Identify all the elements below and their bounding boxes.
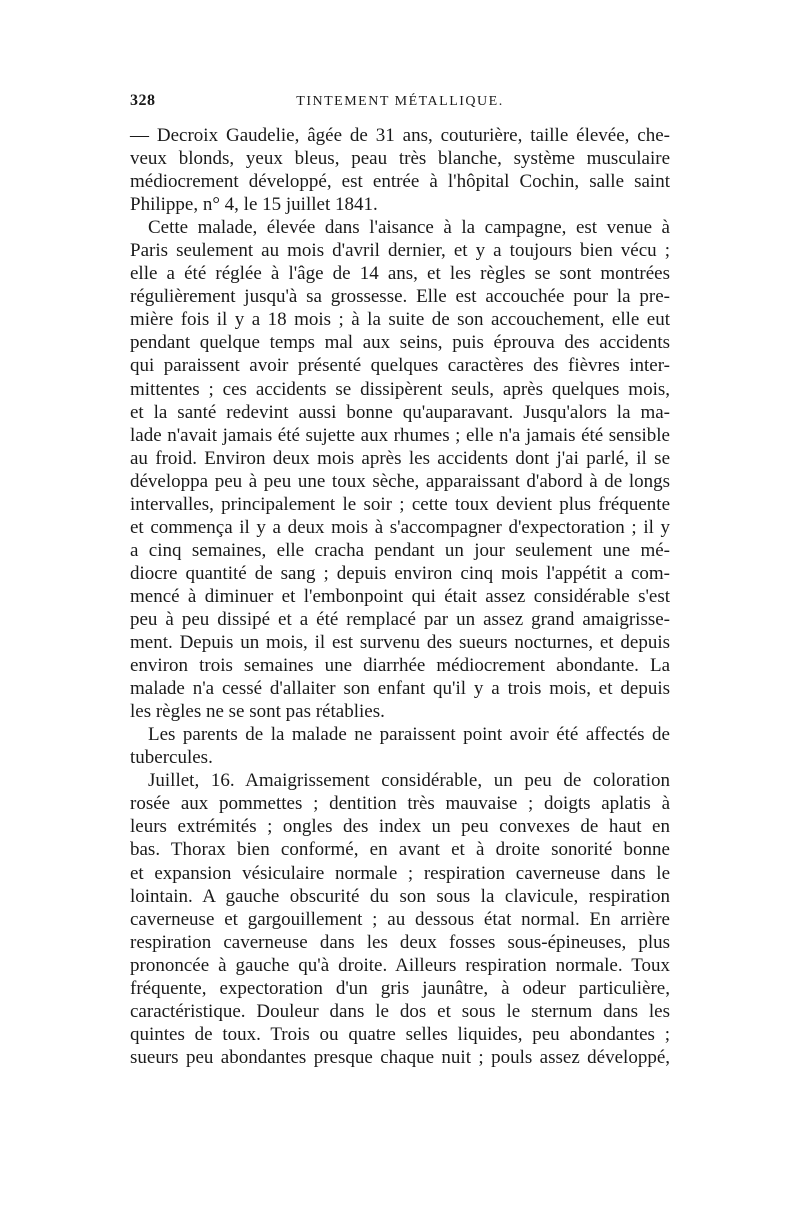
text-line: Philippe, n° 4, le 15 juillet 1841. — [130, 194, 378, 216]
text-line: a cinq semaines, elle cracha pendant un jour seulement une mé- — [130, 539, 670, 561]
text-line: elle a été réglée à l'âge de 14 ans, et les règles se sont montrées — [130, 263, 670, 285]
text-line: les règles ne se sont pas rétablies. — [130, 701, 385, 723]
text-line: et expansion vésiculaire normale ; respiration caverneuse dans le — [130, 862, 670, 884]
text-line: environ trois semaines une diarrhée médiocrement abondante. La — [130, 655, 670, 677]
text-line: mencé à diminuer et l'embonpoint qui était assez considérable s'est — [130, 585, 670, 607]
text-line: et commença il y a deux mois à s'accompagner d'expectoration ; il y — [130, 516, 670, 538]
text-line: développa peu à peu une toux sèche, apparaissant d'abord à de longs — [130, 470, 670, 492]
text-line: pendant quelque temps mal aux seins, puis éprouva des accidents — [130, 332, 670, 354]
text-line: tubercules. — [130, 747, 213, 769]
page-number: 328 — [130, 92, 156, 109]
text-line: lointain. A gauche obscurité du son sous la clavicule, respiration — [130, 885, 670, 907]
text-line: fréquente, expectoration d'un gris jaunâtre, à odeur particulière, — [130, 977, 670, 999]
text-line: médiocrement développé, est entrée à l'hôpital Cochin, salle saint — [130, 171, 670, 193]
text-line: lade n'avait jamais été sujette aux rhumes ; elle n'a jamais été sensible — [130, 424, 670, 446]
text-line: régulièrement jusqu'à sa grossesse. Elle est accouchée pour la pre- — [130, 286, 670, 308]
text-line: Cette malade, élevée dans l'aisance à la campagne, est venue à — [148, 217, 670, 239]
text-line: bas. Thorax bien conformé, en avant et à droite sonorité bonne — [130, 839, 670, 861]
text-line: respiration caverneuse dans les deux fosses sous-épineuses, plus — [130, 931, 670, 953]
text-line: intervalles, principalement le soir ; cette toux devient plus fréquente — [130, 493, 670, 515]
text-line: qui paraissent avoir présenté quelques caractères des fièvres inter- — [130, 355, 670, 377]
text-line: leurs extrémités ; ongles des index un peu convexes de haut en — [130, 816, 670, 838]
text-line: — Decroix Gaudelie, âgée de 31 ans, couturière, taille élevée, che- — [130, 125, 670, 146]
text-line: veux blonds, yeux bleus, peau très blanche, système musculaire — [130, 148, 670, 170]
text-line: rosée aux pommettes ; dentition très mauvaise ; doigts aplatis à — [130, 793, 670, 815]
text-line: Les parents de la malade ne paraissent point avoir été affectés de — [148, 724, 670, 746]
text-line: Juillet, 16. Amaigrissement considérable, un peu de coloration — [148, 770, 670, 792]
text-line: et la santé redevint aussi bonne qu'auparavant. Jusqu'alors la ma- — [130, 401, 670, 423]
text-line: quintes de toux. Trois ou quatre selles liquides, peu abondantes ; — [130, 1023, 670, 1045]
text-line: mière fois il y a 18 mois ; à la suite de son accouchement, elle eut — [130, 309, 670, 331]
text-line: diocre quantité de sang ; depuis environ cinq mois l'appétit a com- — [130, 562, 670, 584]
text-line: Paris seulement au mois d'avril dernier, et y a toujours bien vécu ; — [130, 240, 670, 262]
text-line: mittentes ; ces accidents se dissipèrent seuls, après quelques mois, — [130, 378, 670, 400]
text-line: au froid. Environ deux mois après les accidents dont j'ai parlé, il se — [130, 447, 670, 469]
running-title: TINTEMENT MÉTALLIQUE. — [296, 94, 504, 109]
text-line: malade n'a cessé d'allaiter son enfant qu'il y a trois mois, et depuis — [130, 678, 670, 700]
text-line: peu à peu dissipé et a été remplacé par un assez grand amaigrisse- — [130, 608, 670, 630]
running-head — [130, 92, 670, 114]
text-line: sueurs peu abondantes presque chaque nuit ; pouls assez développé, — [130, 1046, 670, 1068]
text-line: caverneuse et gargouillement ; au dessous état normal. En arrière — [130, 908, 670, 930]
body-text — [130, 124, 670, 1069]
text-line: prononcée à gauche qu'à droite. Ailleurs respiration normale. Toux — [130, 954, 670, 976]
text-line: ment. Depuis un mois, il est survenu des sueurs nocturnes, et depuis — [130, 632, 670, 654]
text-line: caractéristique. Douleur dans le dos et sous le sternum dans les — [130, 1000, 670, 1022]
